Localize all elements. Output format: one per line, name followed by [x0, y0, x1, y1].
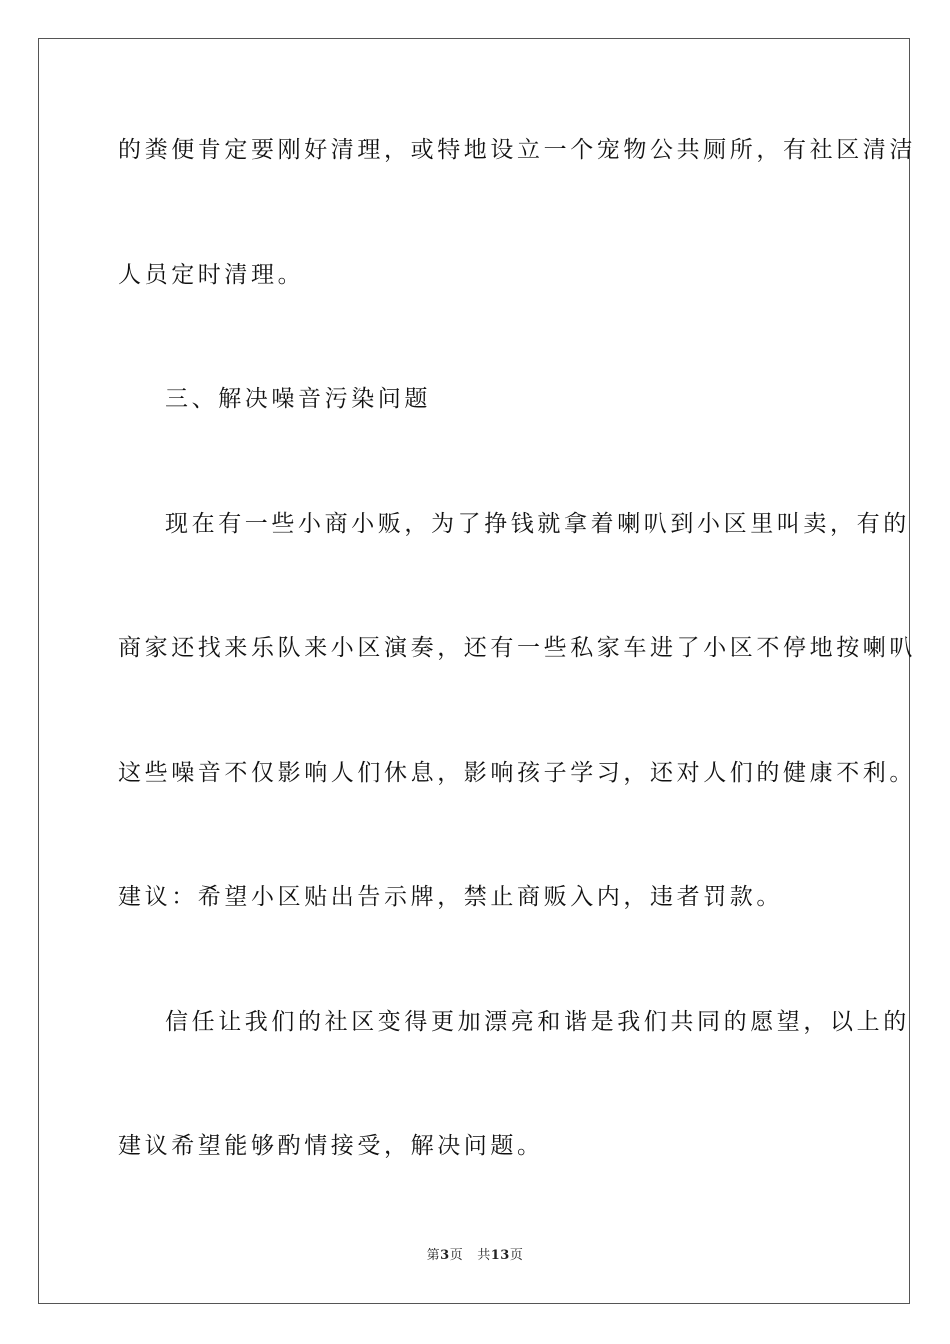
- text-line-7: 建议：希望小区贴出告示牌，禁止商贩入内，违者罚款。: [118, 884, 783, 910]
- total-suffix: 页: [509, 1248, 524, 1263]
- page-suffix: 页: [449, 1248, 464, 1263]
- total-pages: 13: [490, 1248, 510, 1263]
- text-line-6: 这些噪音不仅影响人们休息，影响孩子学习，还对人们的健康不利。: [118, 760, 916, 786]
- text-line-4: 现在有一些小商小贩，为了挣钱就拿着喇叭到小区里叫卖，有的: [165, 511, 910, 537]
- text-line-9: 建议希望能够酌情接受，解决问题。: [118, 1133, 544, 1159]
- page-border: [38, 38, 910, 1304]
- text-line-5: 商家还找来乐队来小区演奏，还有一些私家车进了小区不停地按喇叭: [118, 635, 916, 661]
- section-heading: 三、解决噪音污染问题: [165, 386, 431, 412]
- page-prefix: 第: [426, 1248, 441, 1263]
- text-line-1: 的粪便肯定要刚好清理，或特地设立一个宠物公共厕所，有社区清洁: [118, 137, 916, 163]
- total-prefix: 共: [477, 1248, 491, 1263]
- page-footer: [0, 1248, 950, 1264]
- text-line-8: 信任让我们的社区变得更加漂亮和谐是我们共同的愿望，以上的: [165, 1009, 910, 1035]
- page-number: 3: [440, 1248, 450, 1263]
- text-line-2: 人员定时清理。: [118, 262, 305, 288]
